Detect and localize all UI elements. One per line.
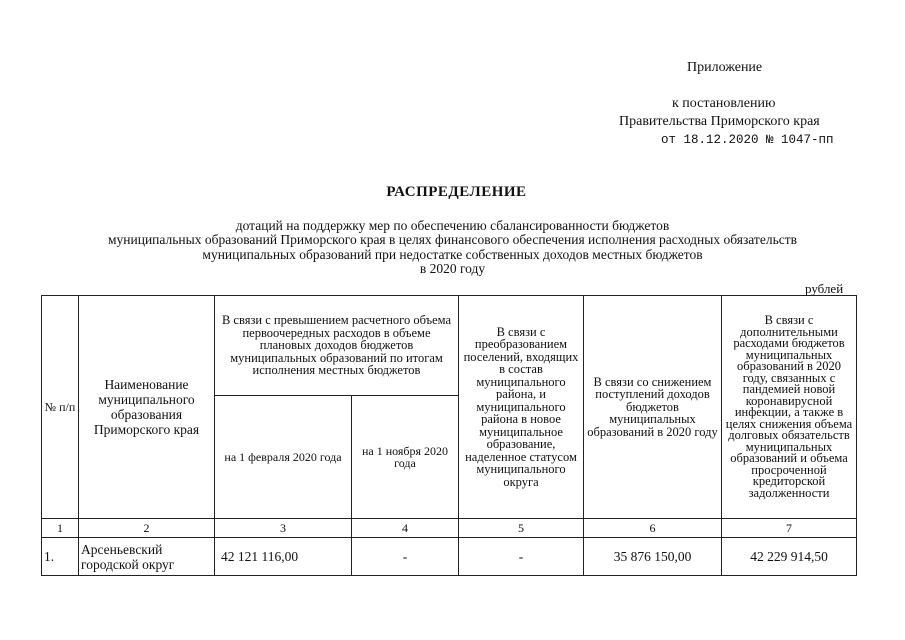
resolution-date-number: от 18.12.2020 № 1047-пп: [661, 133, 834, 147]
header-col-decrease: В связи со снижением поступлений доходов бюджетов муниципальных образований в 2020 году: [584, 296, 722, 519]
header-col-excess-group: В связи с превышением расчетного объема первоочередных расходов в объеме плановых доходов бюджетов муниципальных образований по итогам исполнения местных бюджетов: [215, 296, 459, 396]
column-number-3: 3: [215, 519, 352, 538]
row-number: 1.: [42, 538, 79, 576]
distribution-table: [41, 295, 857, 576]
header-col-name: Наименование муниципального образования Приморского края: [79, 296, 215, 519]
document-title: РАСПРЕДЕЛЕНИЕ: [386, 184, 527, 200]
row-nov-value: -: [352, 538, 459, 576]
header-col-nov: на 1 ноября 2020 года: [352, 396, 459, 519]
subtitle-line-3: муниципальных образований при недостатке собственных доходов местных бюджетов: [202, 247, 703, 262]
row-transform-value: -: [459, 538, 584, 576]
unit-label: рублей: [805, 281, 844, 296]
column-number-5: 5: [459, 519, 584, 538]
header-col-pandemic: В связи с дополнительными расходами бюджетов муниципальных образований в 2020 году, связанных с пандемией новой коронавирусной инфекции, а также в целях снижения объема долговых обязательств муниципальных образований и объема просроченной кредиторской задолженности: [722, 296, 857, 519]
column-number-4: 4: [352, 519, 459, 538]
column-number-7: 7: [722, 519, 857, 538]
row-feb-value: 42 121 116,00: [215, 538, 352, 576]
subtitle-line-1: дотаций на поддержку мер по обеспечению сбалансированности бюджетов: [235, 218, 670, 233]
table-row: [42, 538, 857, 576]
subtitle-line-2: муниципальных образований Приморского края в целях финансового обеспечения исполнения расходных обязательств: [107, 232, 797, 247]
to-resolution-label: к постановлению: [672, 96, 776, 111]
appendix-label: Приложение: [687, 60, 763, 75]
row-municipality-name: Арсеньевский городской округ: [79, 538, 215, 576]
column-number-6: 6: [584, 519, 722, 538]
header-col-no: № п/п: [42, 296, 79, 519]
column-number-1: 1: [42, 519, 79, 538]
header-col-transform: В связи с преобразованием поселений, входящих в состав муниципального района, и муниципального района в новое муниципальное образование, наделенное статусом муниципального округа: [459, 296, 584, 519]
column-number-2: 2: [79, 519, 215, 538]
government-label: Правительства Приморского края: [619, 114, 820, 129]
row-decrease-value: 35 876 150,00: [584, 538, 722, 576]
row-pandemic-value: 42 229 914,50: [722, 538, 857, 576]
header-col-feb: на 1 февраля 2020 года: [215, 396, 352, 519]
subtitle-line-4: в 2020 году: [419, 261, 486, 276]
